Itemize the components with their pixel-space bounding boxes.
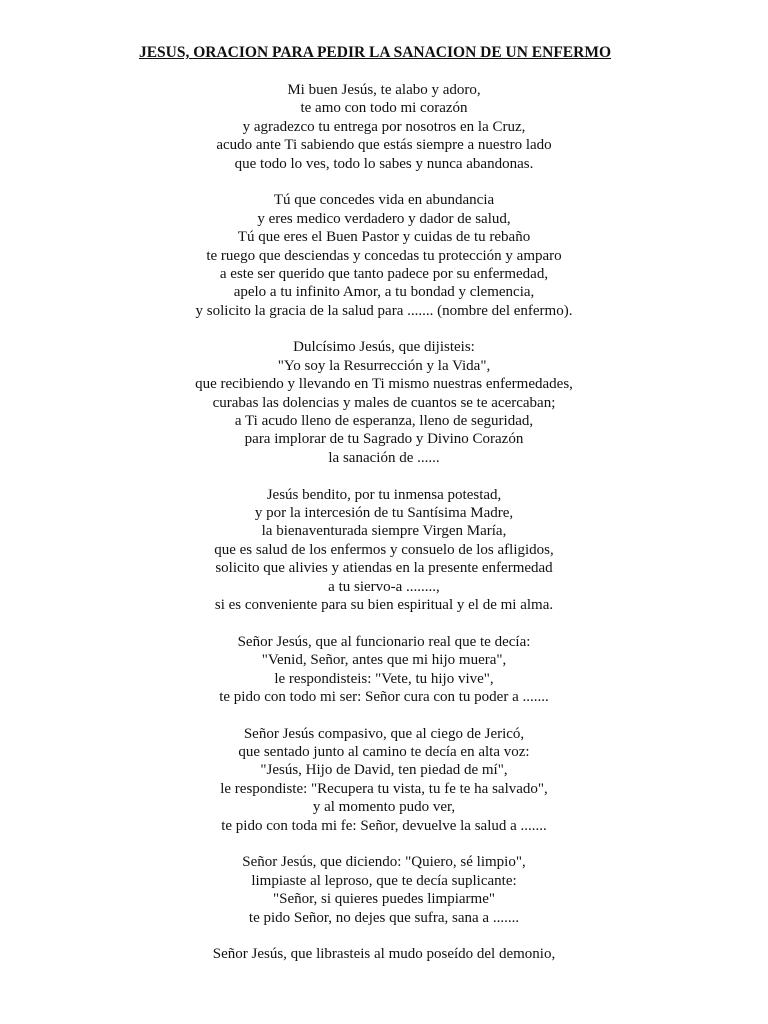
- prayer-line: a este ser querido que tanto padece por su enfermedad,: [219, 265, 549, 282]
- prayer-line: te ruego que desciendas y concedas tu protección y amparo: [206, 247, 562, 264]
- prayer-line: "Venid, Señor, antes que mi hijo muera",: [261, 652, 507, 669]
- prayer-line: Jesús bendito, por tu inmensa potestad,: [266, 486, 502, 503]
- prayer-line: que sentado junto al camino te decía en alta voz:: [238, 744, 530, 761]
- prayer-line: limpiaste al leproso, que te decía suplicante:: [251, 872, 517, 889]
- prayer-line: Tú que concedes vida en abundancia: [273, 192, 495, 209]
- stanza: [0, 486, 768, 615]
- prayer-line: Señor Jesús, que al funcionario real que te decía:: [237, 633, 531, 650]
- prayer-line: la sanación de ......: [328, 449, 440, 466]
- prayer-line: solicito que alivies y atiendas en la presente enfermedad: [215, 560, 553, 577]
- prayer-line: para implorar de tu Sagrado y Divino Corazón: [244, 431, 524, 448]
- prayer-line: a tu siervo-a ........,: [328, 578, 440, 595]
- prayer-line: curabas las dolencias y males de cuantos se te acercaban;: [212, 394, 556, 411]
- prayer-line: apelo a tu infinito Amor, a tu bondad y clemencia,: [233, 284, 535, 301]
- prayer-line: "Yo soy la Resurrección y la Vida",: [277, 357, 491, 374]
- stanza: [0, 338, 768, 467]
- prayer-line: te pido con todo mi ser: Señor cura con tu poder a .......: [219, 688, 549, 705]
- prayer-line: te pido con toda mi fe: Señor, devuelve la salud a .......: [221, 817, 547, 834]
- prayer-line: que todo lo ves, todo lo sabes y nunca abandonas.: [234, 155, 534, 172]
- prayer-line: si es conveniente para su bien espiritual y el de mi alma.: [214, 596, 554, 613]
- prayer-line: "Jesús, Hijo de David, ten piedad de mí",: [260, 762, 508, 779]
- prayer-line: Mi buen Jesús, te alabo y adoro,: [287, 82, 481, 98]
- prayer-line: le respondisteis: "Vete, tu hijo vive",: [274, 670, 494, 687]
- prayer-line: y al momento pudo ver,: [312, 799, 456, 816]
- prayer-line: Señor Jesús compasivo, que al ciego de Jericó,: [243, 725, 525, 742]
- prayer-body: [0, 81, 768, 982]
- prayer-line: y eres medico verdadero y dador de salud,: [257, 210, 511, 227]
- stanza: [0, 725, 768, 835]
- prayer-line: que es salud de los enfermos y consuelo de los afligidos,: [214, 541, 554, 558]
- prayer-line: Dulcísimo Jesús, que dijisteis:: [293, 339, 475, 356]
- prayer-line: te pido Señor, no dejes que sufra, sana a .......: [248, 909, 520, 926]
- prayer-line: Señor Jesús, que librasteis al mudo poseído del demonio,: [212, 946, 556, 963]
- prayer-line: te amo con todo mi corazón: [300, 100, 468, 117]
- prayer-line: y agradezco tu entrega por nosotros en la Cruz,: [242, 118, 526, 135]
- prayer-line: Señor Jesús, que diciendo: "Quiero, sé limpio",: [242, 854, 526, 871]
- prayer-line: le respondiste: "Recupera tu vista, tu fe te ha salvado",: [220, 780, 548, 797]
- stanza: [0, 853, 768, 927]
- stanza: [0, 945, 768, 963]
- prayer-line: y solicito la gracia de la salud para ....... (nombre del enfermo).: [195, 302, 573, 319]
- stanza: [0, 633, 768, 707]
- prayer-line: acudo ante Ti sabiendo que estás siempre a nuestro lado: [216, 137, 552, 154]
- prayer-line: "Señor, si quieres puedes limpiarme": [272, 891, 495, 908]
- prayer-line: y por la intercesión de tu Santísima Madre,: [254, 504, 514, 521]
- prayer-line: que recibiendo y llevando en Ti mismo nuestras enfermedades,: [195, 376, 573, 393]
- prayer-line: Tú que eres el Buen Pastor y cuidas de tu rebaño: [237, 229, 531, 246]
- stanza: [0, 191, 768, 320]
- prayer-line: a Ti acudo lleno de esperanza, lleno de seguridad,: [234, 413, 534, 430]
- page-title: JESUS, ORACION PARA PEDIR LA SANACION DE UN ENFERMO: [138, 44, 612, 61]
- prayer-line: la bienaventurada siempre Virgen María,: [261, 523, 507, 540]
- stanza: [0, 81, 768, 173]
